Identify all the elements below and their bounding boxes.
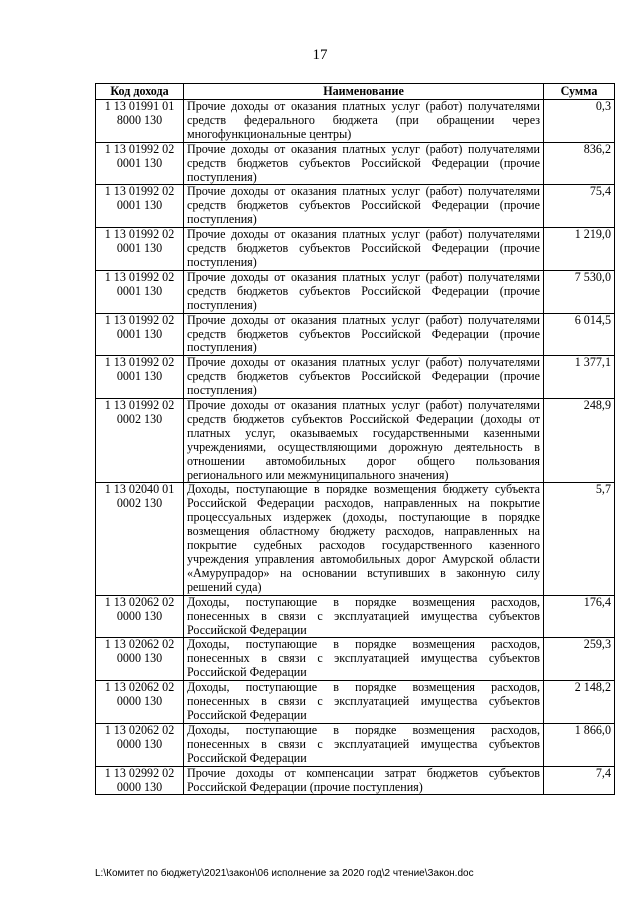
income-name-cell: Прочие доходы от оказания платных услуг (работ) получателями средств бюджетов субъектов Российской Федерации (прочие поступления) [184, 142, 544, 185]
income-sum-cell: 5,7 [544, 483, 615, 595]
income-name-cell: Прочие доходы от оказания платных услуг (работ) получателями средств бюджетов субъектов Российской Федерации (доходы от платных услуг, оказываемых государственными казенными учреждениями, осуществляющими дорожную деятельность в отношении автомобильных дорог общего пользования регионального или межмуниципального значения) [184, 399, 544, 483]
page-number: 17 [312, 47, 328, 63]
income-table [95, 83, 615, 795]
income-code-cell: 1 13 01992 02 0002 130 [96, 399, 184, 483]
header-code: Код дохода [96, 84, 184, 100]
income-name-cell: Прочие доходы от оказания платных услуг (работ) получателями средств бюджетов субъектов Российской Федерации (прочие поступления) [184, 313, 544, 356]
table-row [96, 142, 615, 185]
income-name-cell: Доходы, поступающие в порядке возмещения расходов, понесенных в связи с эксплуатацией имущества субъектов Российской Федерации [184, 723, 544, 766]
table-row [96, 100, 615, 143]
table-row [96, 681, 615, 724]
income-sum-cell: 2 148,2 [544, 681, 615, 724]
income-name-cell: Прочие доходы от оказания платных услуг (работ) получателями средств бюджетов субъектов Российской Федерации (прочие поступления) [184, 356, 544, 399]
income-code-cell: 1 13 02062 02 0000 130 [96, 638, 184, 681]
header-name: Наименование [184, 84, 544, 100]
income-name-cell: Доходы, поступающие в порядке возмещения бюджету субъекта Российской Федерации расходов, направленных на покрытие процессуальных издержек (доходы, поступающие в порядке возмещения областному бюджету расходов, направленных на покрытие судебных расходов государственного казенного учреждения управления автомобильных дорог Амурской области «Амурупрадор» на основании вступивших в законную силу решений суда) [184, 483, 544, 595]
income-sum-cell: 6 014,5 [544, 313, 615, 356]
table-row [96, 185, 615, 228]
income-code-cell: 1 13 01992 02 0001 130 [96, 142, 184, 185]
income-code-cell: 1 13 02062 02 0000 130 [96, 595, 184, 638]
income-code-cell: 1 13 01992 02 0001 130 [96, 228, 184, 271]
income-sum-cell: 176,4 [544, 595, 615, 638]
income-code-cell: 1 13 01992 02 0001 130 [96, 356, 184, 399]
table-row [96, 483, 615, 595]
income-name-cell: Прочие доходы от компенсации затрат бюджетов субъектов Российской Федерации (прочие поступления) [184, 766, 544, 795]
table-row [96, 356, 615, 399]
income-name-cell: Прочие доходы от оказания платных услуг (работ) получателями средств федерального бюджета (при обращении через многофункциональные центры) [184, 100, 544, 143]
header-sum: Сумма [544, 84, 615, 100]
table-header-row [96, 84, 615, 100]
income-code-cell: 1 13 02992 02 0000 130 [96, 766, 184, 795]
file-path-footer: L:\Комитет по бюджету\2021\закон\06 исполнение за 2020 год\2 чтение\Закон.doc [95, 868, 474, 879]
income-code-cell: 1 13 01992 02 0001 130 [96, 270, 184, 313]
table-row [96, 723, 615, 766]
income-sum-cell: 1 866,0 [544, 723, 615, 766]
table-row [96, 313, 615, 356]
income-sum-cell: 1 377,1 [544, 356, 615, 399]
income-sum-cell: 0,3 [544, 100, 615, 143]
income-name-cell: Доходы, поступающие в порядке возмещения расходов, понесенных в связи с эксплуатацией имущества субъектов Российской Федерации [184, 681, 544, 724]
income-sum-cell: 1 219,0 [544, 228, 615, 271]
income-sum-cell: 7 530,0 [544, 270, 615, 313]
income-name-cell: Доходы, поступающие в порядке возмещения расходов, понесенных в связи с эксплуатацией имущества субъектов Российской Федерации [184, 595, 544, 638]
income-code-cell: 1 13 01991 01 8000 130 [96, 100, 184, 143]
table-body [96, 100, 615, 795]
income-sum-cell: 259,3 [544, 638, 615, 681]
income-sum-cell: 75,4 [544, 185, 615, 228]
table-row [96, 270, 615, 313]
income-name-cell: Прочие доходы от оказания платных услуг (работ) получателями средств бюджетов субъектов Российской Федерации (прочие поступления) [184, 270, 544, 313]
income-name-cell: Прочие доходы от оказания платных услуг (работ) получателями средств бюджетов субъектов Российской Федерации (прочие поступления) [184, 185, 544, 228]
income-name-cell: Доходы, поступающие в порядке возмещения расходов, понесенных в связи с эксплуатацией имущества субъектов Российской Федерации [184, 638, 544, 681]
income-name-cell: Прочие доходы от оказания платных услуг (работ) получателями средств бюджетов субъектов Российской Федерации (прочие поступления) [184, 228, 544, 271]
income-code-cell: 1 13 02040 01 0002 130 [96, 483, 184, 595]
table-row [96, 638, 615, 681]
income-sum-cell: 836,2 [544, 142, 615, 185]
income-sum-cell: 248,9 [544, 399, 615, 483]
income-code-cell: 1 13 01992 02 0001 130 [96, 313, 184, 356]
income-sum-cell: 7,4 [544, 766, 615, 795]
table-row [96, 595, 615, 638]
table-row [96, 228, 615, 271]
table-row [96, 766, 615, 795]
table-row [96, 399, 615, 483]
income-code-cell: 1 13 02062 02 0000 130 [96, 681, 184, 724]
income-code-cell: 1 13 02062 02 0000 130 [96, 723, 184, 766]
income-code-cell: 1 13 01992 02 0001 130 [96, 185, 184, 228]
